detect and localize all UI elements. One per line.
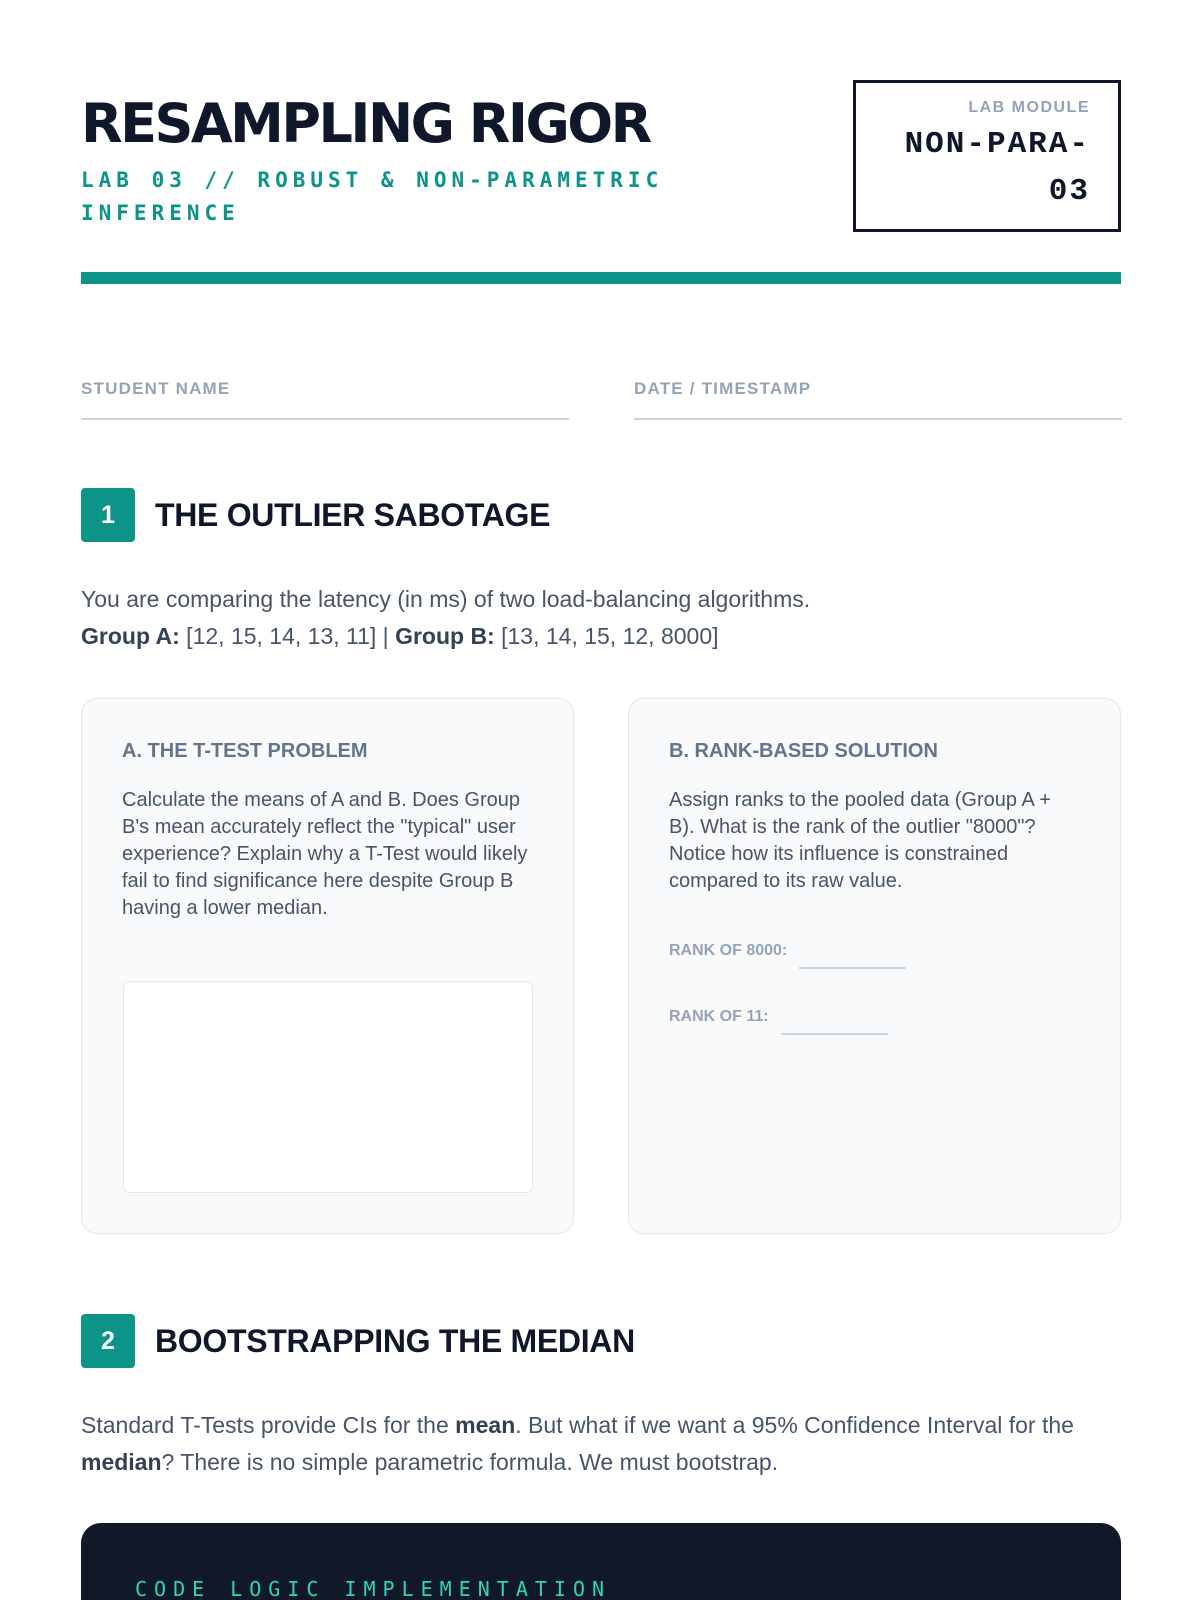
module-code-line1: NON-PARA- [904,127,1090,162]
date-field[interactable] [634,376,1122,420]
module-code [884,121,1090,215]
rank-based-solution-card [628,698,1121,1234]
code-logic-block [81,1523,1121,1600]
rank-8000-input[interactable] [799,939,906,969]
card-a-title: A. THE T-TEST PROBLEM [122,740,368,762]
section-2-text [81,1407,1121,1481]
header-divider [81,272,1121,284]
section-2-text-part1: Standard T-Tests provide CIs for the [81,1412,456,1438]
card-b-title: B. RANK-BASED SOLUTION [669,740,938,762]
date-label: DATE / TIMESTAMP [634,379,812,398]
rank-11-row [669,1005,888,1035]
section-1-number: 1 [81,488,135,542]
header [81,80,1121,232]
page-title: RESAMPLING RIGOR [81,92,650,155]
t-test-problem-card [81,698,574,1234]
section-2-text-part3: ? There is no simple parametric formula. We must bootstrap. [161,1449,779,1475]
card-a-text: Calculate the means of A and B. Does Group B's mean accurately reflect the "typical" user experience? Explain why a T-Test would likely fail to find significance here despite Group B having a lower median. [122,789,528,919]
section-2-bold-median: median [81,1449,162,1475]
module-code-line2: 03 [1048,174,1090,209]
section-2-title: BOOTSTRAPPING THE MEDIAN [155,1323,635,1359]
student-name-field[interactable] [81,376,569,420]
group-a-values: [12, 15, 14, 13, 11] | [179,623,396,649]
code-block-title: CODE LOGIC IMPLEMENTATION [135,1577,612,1600]
rank-11-input[interactable] [781,1005,888,1035]
section-2-number: 2 [81,1314,135,1368]
section-1-intro [81,581,1121,655]
section-2-bold-mean: mean [455,1412,516,1438]
rank-11-label: RANK OF 11: [669,1008,769,1025]
worksheet-page [81,0,1121,1600]
card-b-text: Assign ranks to the pooled data (Group A + B). What is the rank of the outlier "8000"? Notice how its influence is constrained compared to its raw value. [669,789,1051,892]
section-1-title: THE OUTLIER SABOTAGE [155,497,551,533]
rank-8000-label: RANK OF 8000: [669,942,788,959]
module-label: LAB MODULE [968,99,1090,116]
section-2-text-part2: . But what if we want a 95% Confidence Interval for the [515,1412,1074,1438]
group-data-line [81,618,1121,655]
intro-text: You are comparing the latency (in ms) of two load-balancing algorithms. [81,586,811,612]
student-name-label: STUDENT NAME [81,379,231,398]
page-subtitle: LAB 03 // ROBUST & NON-PARAMETRIC INFERENCE [81,168,664,225]
group-b-label: Group B: [395,623,495,649]
rank-8000-row [669,939,906,969]
card-a-answer-box[interactable] [123,981,533,1193]
module-badge [853,80,1121,232]
group-a-label: Group A: [81,623,180,649]
group-b-values: [13, 14, 15, 12, 8000] [494,623,719,649]
